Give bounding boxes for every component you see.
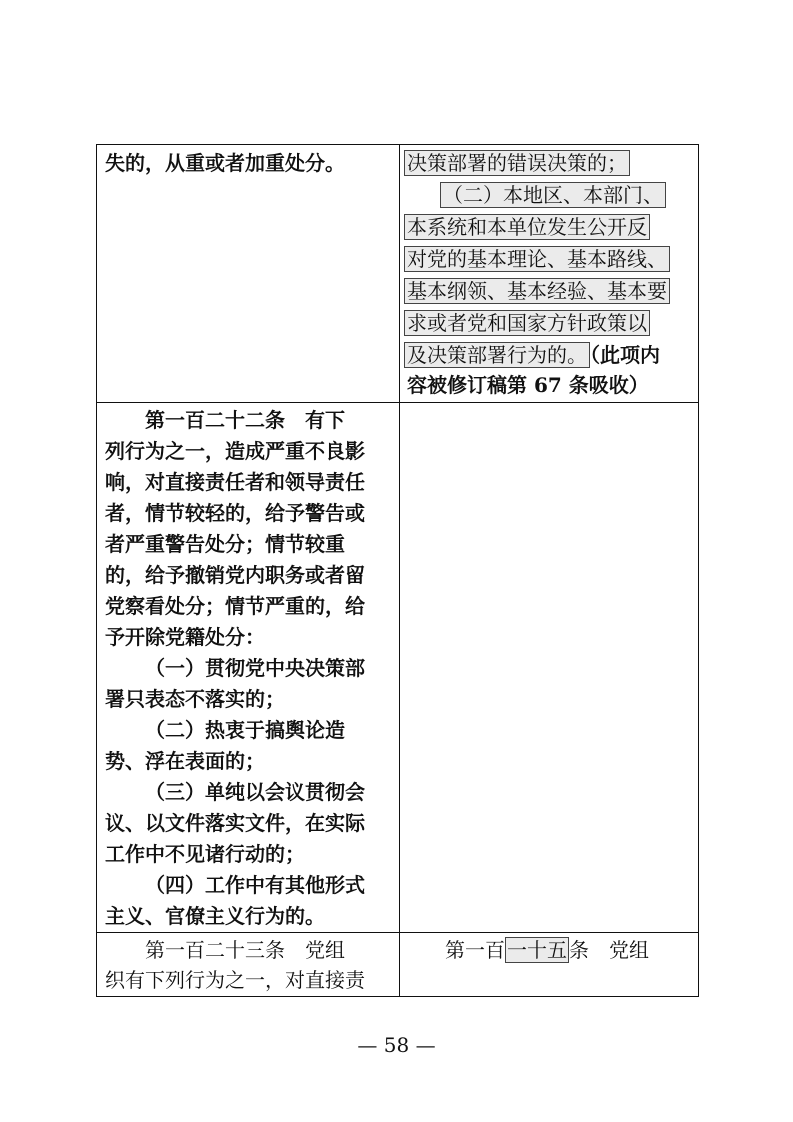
article-item: （四）工作中有其他形式 bbox=[145, 873, 365, 897]
row-divider-2 bbox=[97, 932, 698, 933]
highlighted-deletion: （二）本地区、本部门、 bbox=[440, 182, 666, 208]
highlighted-deletion: 基本纲领、基本经验、基本要 bbox=[404, 278, 670, 304]
revision-note: （此项内 bbox=[590, 343, 660, 367]
article-heading: 第一百二十三条 党组 bbox=[145, 938, 345, 962]
article-item: （二）热衷于搞舆论造 bbox=[145, 718, 345, 742]
article-text: 的，给予撤销党内职务或者留 bbox=[105, 563, 365, 587]
highlighted-deletion: 决策部署的错误决策的； bbox=[404, 150, 630, 176]
highlighted-deletion: 求或者党和国家方针政策以 bbox=[404, 310, 650, 336]
column-divider bbox=[399, 145, 400, 996]
highlighted-change: 一十五 bbox=[507, 938, 567, 962]
article-text: 者严重警告处分；情节较重 bbox=[105, 532, 345, 556]
revision-note: 容被修订稿第 67 条吸收） bbox=[407, 373, 649, 397]
page-number: — 58 — bbox=[357, 1033, 436, 1057]
article-text: 列行为之一，造成严重不良影 bbox=[105, 439, 365, 463]
article-item: （一）贯彻党中央决策部 bbox=[145, 656, 365, 680]
article-text: 党察看处分；情节严重的，给 bbox=[105, 594, 365, 618]
article-item: 议、以文件落实文件，在实际 bbox=[105, 811, 365, 835]
article-item: 署只表态不落实的； bbox=[105, 687, 285, 711]
row-divider-1 bbox=[97, 402, 698, 403]
article-heading: 第一百 一十五 条 党组 bbox=[445, 938, 649, 962]
comparison-table bbox=[96, 144, 699, 997]
article-text: 织有下列行为之一，对直接责 bbox=[105, 968, 365, 992]
article-item: 主义、官僚主义行为的。 bbox=[105, 904, 325, 928]
highlighted-deletion: 本系统和本单位发生公开反 bbox=[404, 214, 650, 240]
article-text: 响，对直接责任者和领导责任 bbox=[105, 470, 365, 494]
article-item: 工作中不见诸行动的； bbox=[105, 842, 305, 866]
article-item: 势、浮在表面的； bbox=[105, 749, 265, 773]
article-heading: 第一百二十二条 有下 bbox=[145, 408, 345, 432]
article-text: 者，情节较轻的，给予警告或 bbox=[105, 501, 365, 525]
article-text: 予开除党籍处分： bbox=[105, 625, 265, 649]
article-item: （三）单纯以会议贯彻会 bbox=[145, 780, 365, 804]
row1-left-text: 失的，从重或者加重处分。 bbox=[105, 151, 345, 175]
highlighted-deletion: 及决策部署行为的。 bbox=[404, 342, 590, 368]
highlighted-deletion: 对党的基本理论、基本路线、 bbox=[404, 246, 670, 272]
